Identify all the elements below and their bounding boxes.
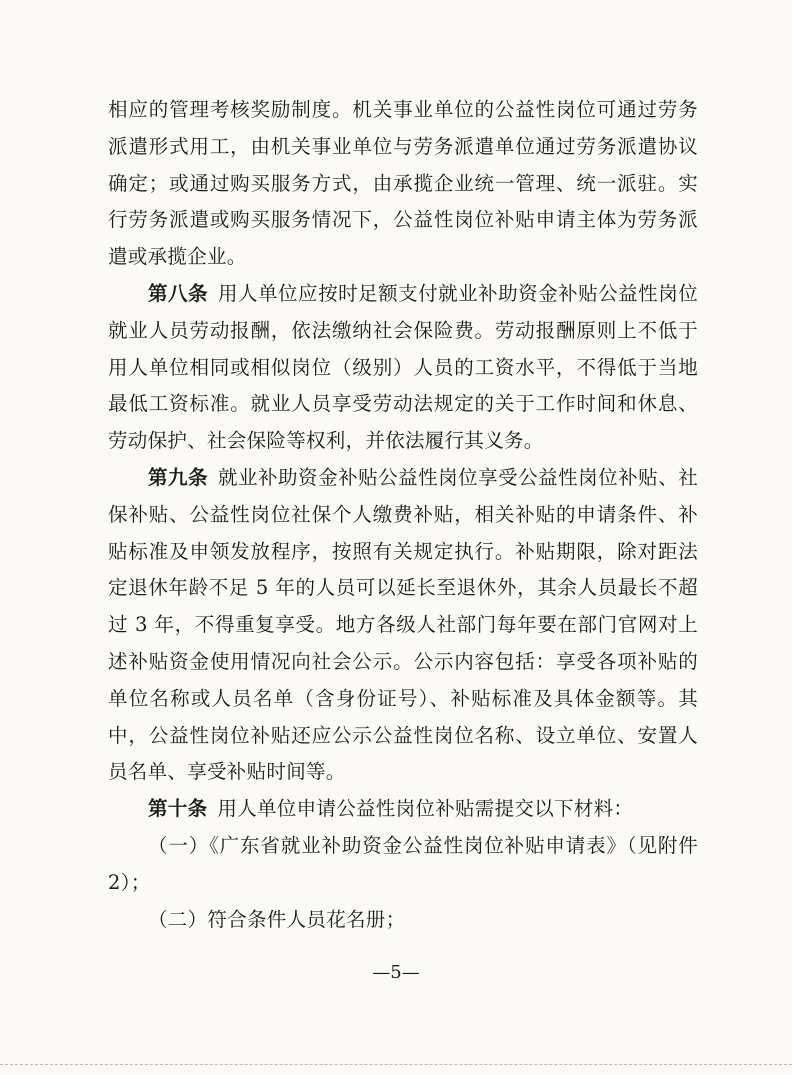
list-item-1 (108, 828, 698, 902)
article-10 (108, 791, 698, 828)
article-8 (108, 276, 698, 460)
paragraph-text: （二）符合条件人员花名册； (148, 907, 406, 931)
paragraph-text: 相应的管理考核奖励制度。机关事业单位的公益性岗位可通过劳务派遣形式用工，由机关事业单位与劳务派遣单位通过劳务派遣协议确定；或通过购买服务方式，由承揽企业统一管理、统一派驻。实行劳务派遣或购买服务情况下，公益性岗位补贴申请主体为劳务派遣或承揽企业。 (108, 98, 698, 269)
paragraph-text: （一）《广东省就业补助资金公益性岗位补贴申请表》（见附件 2）； (108, 833, 698, 894)
paragraph-text: 用人单位申请公益性岗位补贴需提交以下材料： (217, 797, 634, 821)
document-body (108, 92, 698, 938)
paragraph-text: 就业补助资金补贴公益性岗位享受公益性岗位补贴、社保补贴、公益性岗位社保个人缴费补贴，相关补贴的申请条件、补贴标准及申领发放程序，按照有关规定执行。补贴期限，除对距法定退休年龄不足 5 年的人员可以延长至退休外，其余人员最长不超过 3 年，不得重复享受。地方各级人社部门每年要在部门官网对上述补贴资金使用情况向社会公示。公示内容包括：享受各项补贴的单位名称或人员名单（含身份证号）、补贴标准及具体金额等。其中，公益性岗位补贴还应公示公益性岗位名称、设立单位、安置人员名单、享受补贴时间等。 (108, 465, 698, 784)
bottom-divider (0, 1064, 792, 1065)
article-heading: 第十条 (148, 797, 208, 821)
article-9 (108, 460, 698, 791)
article-heading: 第九条 (148, 465, 209, 489)
page-number: —5— (372, 962, 420, 983)
paragraph-text: 用人单位应按时足额支付就业补助资金补贴公益性岗位就业人员劳动报酬，依法缴纳社会保险费。劳动报酬原则上不低于用人单位相同或相似岗位（级别）人员的工资水平，不得低于当地最低工资标准。就业人员享受劳动法规定的关于工作时间和休息、劳动保护、社会保险等权利，并依法履行其义务。 (108, 281, 698, 453)
article-heading: 第八条 (148, 281, 209, 305)
list-item-2 (108, 902, 698, 939)
paragraph-continuation (108, 92, 698, 276)
